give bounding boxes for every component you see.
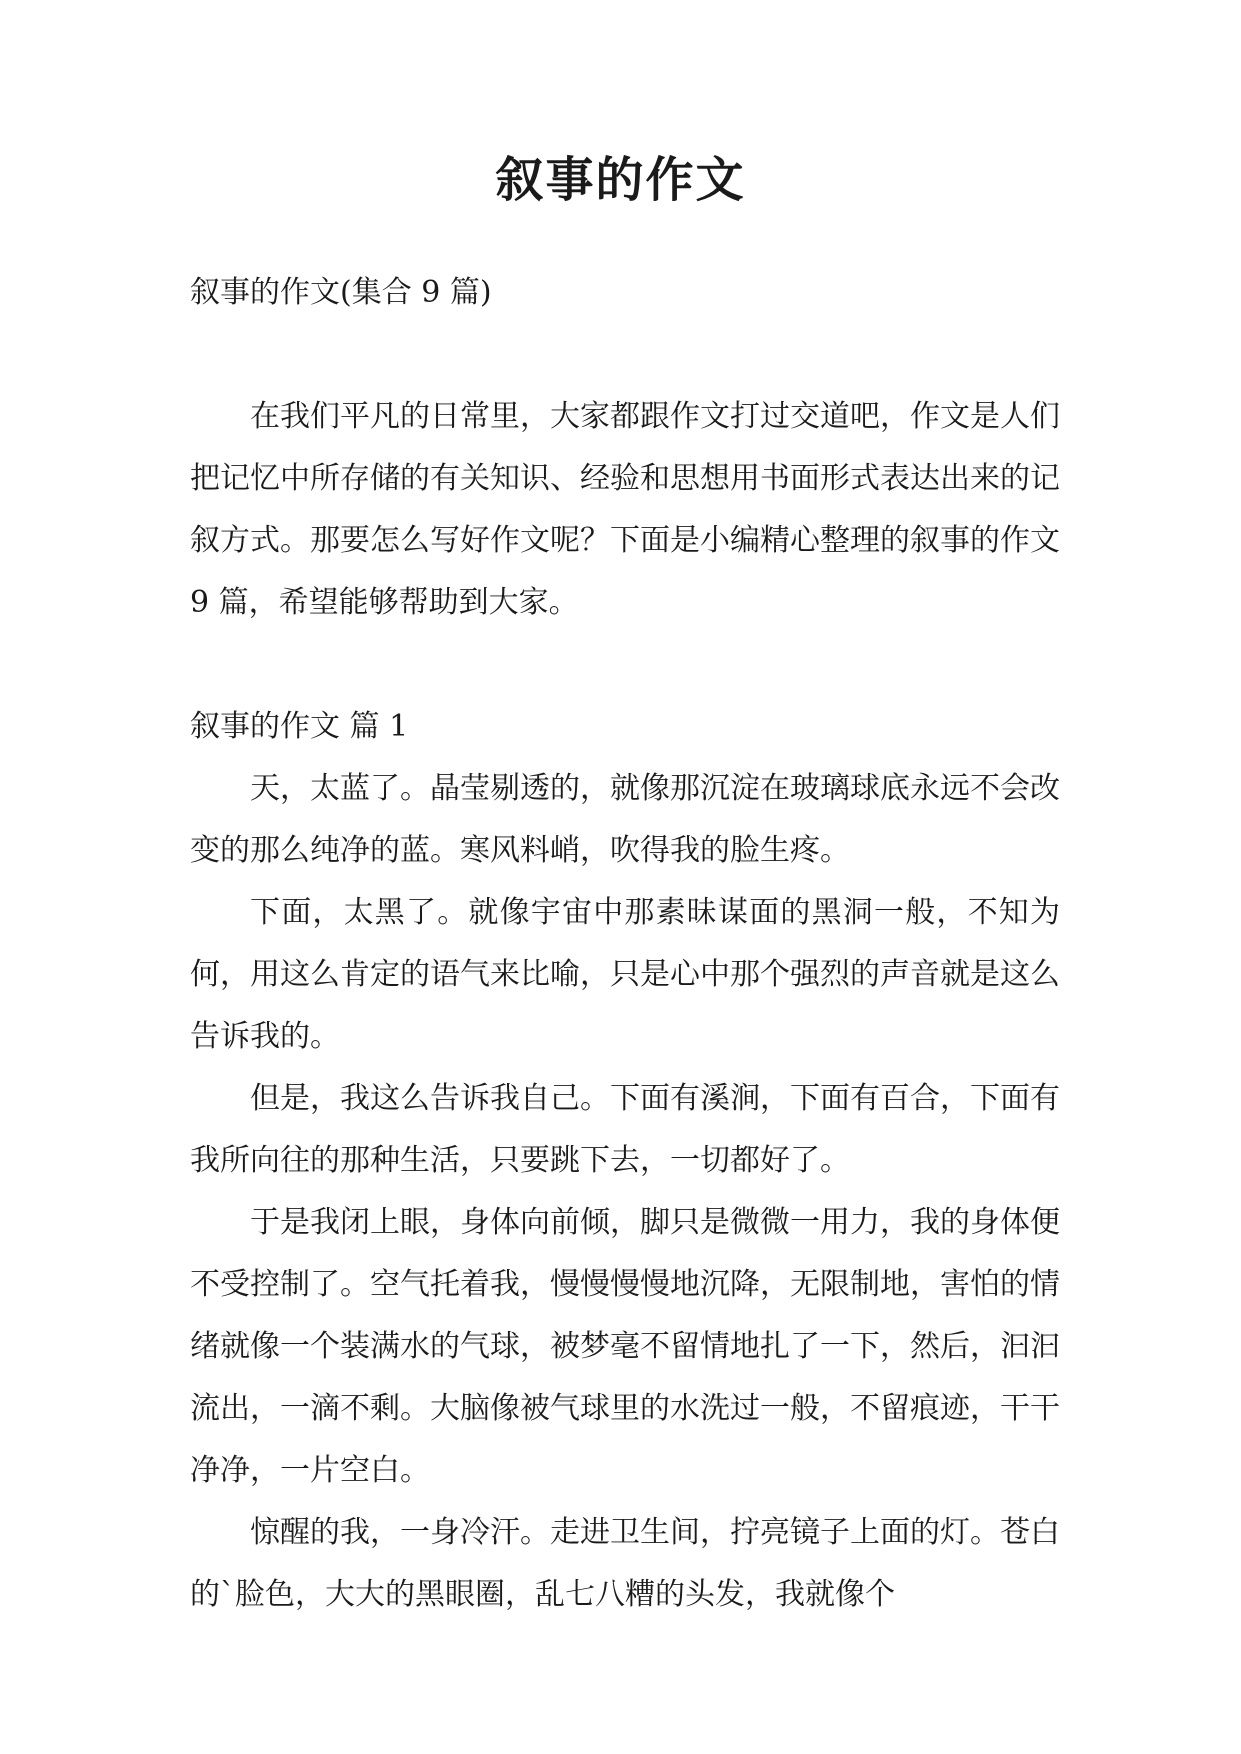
body-paragraph: 惊醒的我，一身冷汗。走进卫生间，拧亮镜子上面的灯。苍白的`脸色，大大的黑眼圈，乱七八糟的头发，我就像个 bbox=[190, 1515, 1060, 1612]
section-heading: 叙事的作文 篇 1 bbox=[190, 709, 409, 744]
spacer bbox=[190, 634, 1060, 696]
body-paragraph: 下面，太黑了。就像宇宙中那素昧谋面的黑洞一般，不知为何，用这么肯定的语气来比喻，只是心中那个强烈的声音就是这么告诉我的。 bbox=[190, 895, 1060, 1054]
document-body bbox=[190, 262, 1060, 1626]
spacer bbox=[190, 324, 1060, 386]
intro-paragraph: 在我们平凡的日常里，大家都跟作文打过交道吧，作文是人们把记忆中所存储的有关知识、经验和思想用书面形式表达出来的记叙方式。那要怎么写好作文呢？下面是小编精心整理的叙事的作文 9 篇，希望能够帮助到大家。 bbox=[190, 399, 1060, 620]
body-paragraph: 天，太蓝了。晶莹剔透的，就像那沉淀在玻璃球底永远不会改变的那么纯净的蓝。寒风料峭，吹得我的脸生疼。 bbox=[190, 771, 1060, 868]
body-paragraph: 于是我闭上眼，身体向前倾，脚只是微微一用力，我的身体便不受控制了。空气托着我，慢慢慢慢地沉降，无限制地，害怕的情绪就像一个装满水的气球，被梦毫不留情地扎了一下，然后，汩汩流出，一滴不剩。大脑像被气球里的水洗过一般，不留痕迹，干干净净，一片空白。 bbox=[190, 1205, 1060, 1488]
document-title: 叙事的作文 bbox=[495, 152, 746, 208]
body-paragraph: 但是，我这么告诉我自己。下面有溪涧，下面有百合，下面有我所向往的那种生活，只要跳下去，一切都好了。 bbox=[190, 1081, 1060, 1178]
document-subtitle: 叙事的作文(集合 9 篇) bbox=[190, 275, 492, 310]
